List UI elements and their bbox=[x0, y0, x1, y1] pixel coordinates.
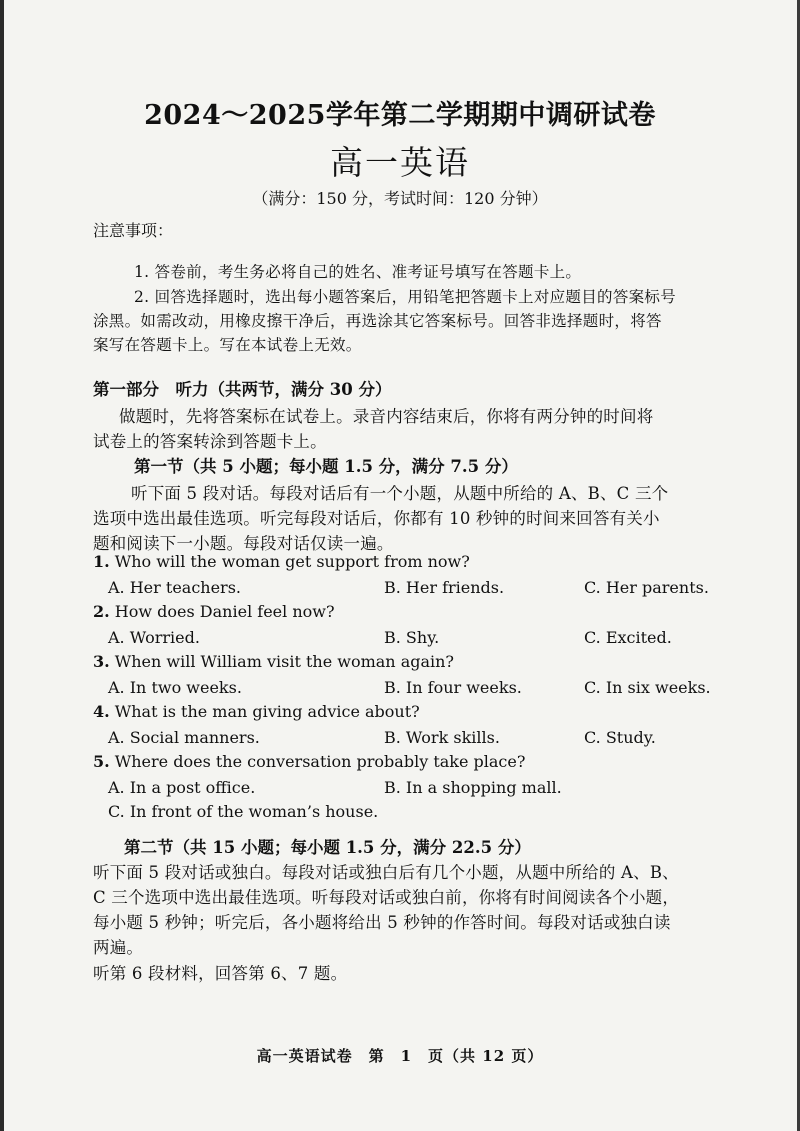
question-2 bbox=[93, 602, 335, 621]
question-3 bbox=[93, 652, 454, 671]
question-4 bbox=[93, 702, 420, 721]
section1-heading: 第一节（共 5 小题；每小题 1.5 分，满分 7.5 分） bbox=[134, 457, 518, 476]
q1-option-c: C. Her parents. bbox=[584, 578, 709, 597]
section1-instruction-line-2: 选项中选出最佳选项。听完每段对话后，你都有 10 秒钟的时间来回答有关小 bbox=[93, 509, 660, 528]
section2-instruction-line-2: C 三个选项中选出最佳选项。听每段对话或独白前，你将有时间阅读各个小题， bbox=[93, 888, 680, 907]
section2-instruction-line-4: 两遍。 bbox=[93, 938, 144, 957]
section2-material-6-note: 听第 6 段材料，回答第 6、7 题。 bbox=[93, 964, 348, 983]
q2-option-a: A. Worried. bbox=[108, 628, 200, 647]
question-number: 2. bbox=[93, 602, 110, 621]
notice-item-2-line-3: 案写在答题卡上。写在本试卷上无效。 bbox=[93, 336, 362, 354]
section1-instruction-line-3: 题和阅读下一小题。每段对话仅读一遍。 bbox=[93, 534, 394, 553]
question-5 bbox=[93, 752, 525, 771]
page-footer: 高一英语试卷 第 1 页（共 12 页） bbox=[256, 1047, 544, 1065]
q4-option-b: B. Work skills. bbox=[384, 728, 500, 747]
q3-option-a: A. In two weeks. bbox=[108, 678, 242, 697]
q3-option-b: B. In four weeks. bbox=[384, 678, 522, 697]
exam-title: 2024～2025学年第二学期期中调研试卷 bbox=[144, 100, 656, 131]
q3-option-c: C. In six weeks. bbox=[584, 678, 711, 697]
question-text: Who will the woman get support from now? bbox=[114, 552, 470, 571]
q1-option-a: A. Her teachers. bbox=[108, 578, 241, 597]
q4-option-a: A. Social manners. bbox=[108, 728, 260, 747]
section2-heading: 第二节（共 15 小题；每小题 1.5 分，满分 22.5 分） bbox=[124, 838, 531, 857]
question-number: 3. bbox=[93, 652, 110, 671]
question-1 bbox=[93, 552, 470, 571]
q1-option-b: B. Her friends. bbox=[384, 578, 505, 597]
q5-option-c: C. In front of the woman’s house. bbox=[108, 802, 379, 821]
question-text: Where does the conversation probably take place? bbox=[114, 752, 526, 771]
question-number: 4. bbox=[93, 702, 110, 721]
part1-intro-line-2: 试卷上的答案转涂到答题卡上。 bbox=[93, 432, 327, 451]
q5-option-b: B. In a shopping mall. bbox=[384, 778, 562, 797]
score-info: （满分：150 分，考试时间：120 分钟） bbox=[252, 189, 548, 208]
q4-option-c: C. Study. bbox=[584, 728, 656, 747]
q5-option-a: A. In a post office. bbox=[108, 778, 256, 797]
q2-option-b: B. Shy. bbox=[384, 628, 440, 647]
notice-item-2-line-1: 2. 回答选择题时，选出每小题答案后，用铅笔把答题卡上对应题目的答案标号 bbox=[134, 288, 677, 306]
question-number: 1. bbox=[93, 552, 110, 571]
part1-intro-line-1: 做题时，先将答案标在试卷上。录音内容结束后，你将有两分钟的时间将 bbox=[119, 407, 654, 426]
question-number: 5. bbox=[93, 752, 110, 771]
section2-instruction-line-1: 听下面 5 段对话或独白。每段对话或独白后有几个小题，从题中所给的 A、B、 bbox=[93, 863, 679, 882]
q2-option-c: C. Excited. bbox=[584, 628, 672, 647]
notice-item-1: 1. 答卷前，考生务必将自己的姓名、准考证号填写在答题卡上。 bbox=[134, 263, 582, 281]
question-text: What is the man giving advice about? bbox=[114, 702, 420, 721]
section2-instruction-line-3: 每小题 5 秒钟；听完后，各小题将给出 5 秒钟的作答时间。每段对话或独白读 bbox=[93, 913, 671, 932]
notice-item-2-line-2: 涂黑。如需改动，用橡皮擦干净后，再选涂其它答案标号。回答非选择题时，将答 bbox=[93, 312, 662, 330]
question-text: When will William visit the woman again? bbox=[114, 652, 455, 671]
notice-heading: 注意事项： bbox=[93, 221, 174, 240]
question-text: How does Daniel feel now? bbox=[114, 602, 335, 621]
section1-instruction-line-1: 听下面 5 段对话。每段对话后有一个小题，从题中所给的 A、B、C 三个 bbox=[131, 484, 669, 503]
part1-heading: 第一部分 听力（共两节，满分 30 分） bbox=[93, 380, 392, 399]
subject-title: 高一英语 bbox=[330, 143, 470, 182]
